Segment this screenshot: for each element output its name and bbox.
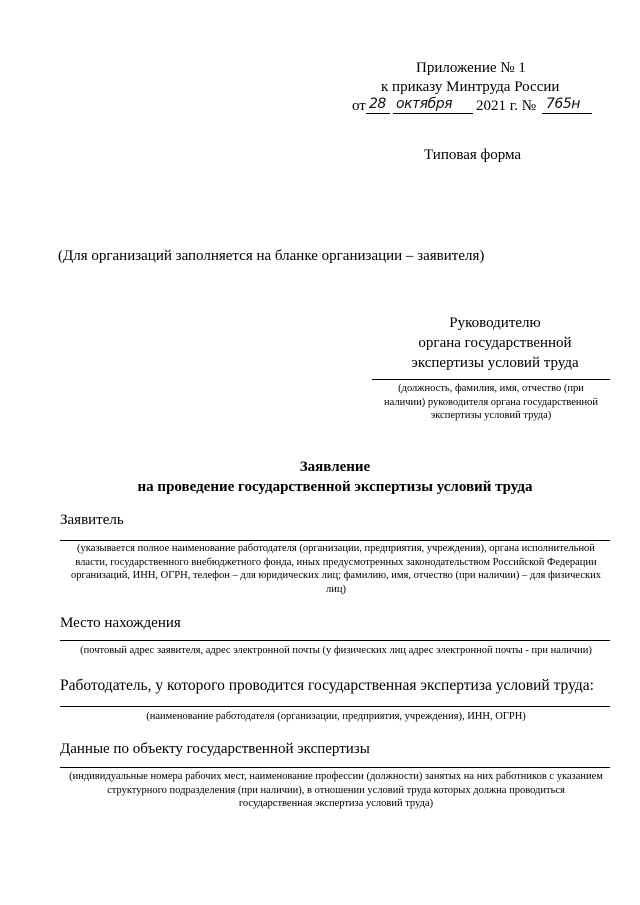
title-line-1: Заявление bbox=[299, 459, 371, 475]
date-month-underline bbox=[393, 113, 473, 114]
employer-caption: (наименование работодателя (организации, предприятия, учреждения), ИНН, ОГРН) bbox=[146, 711, 526, 722]
date-day-underline bbox=[366, 113, 390, 114]
recipient-caption-1: (должность, фамилия, имя, отчество (при bbox=[398, 383, 584, 394]
location-field-line[interactable] bbox=[60, 640, 610, 641]
applicant-caption bbox=[60, 542, 612, 596]
document-title bbox=[60, 457, 610, 497]
applicant-field-line[interactable] bbox=[60, 540, 610, 541]
date-year: 2021 г. № bbox=[476, 98, 537, 114]
location-label: Место нахождения bbox=[60, 615, 181, 631]
applicant-label: Заявитель bbox=[60, 512, 124, 528]
recipient-caption bbox=[368, 382, 614, 423]
recipient-line-3: экспертизы условий труда bbox=[411, 355, 579, 371]
recipient-underline bbox=[372, 379, 610, 380]
order-number: 765н bbox=[546, 96, 580, 112]
appendix-line: Приложение № 1 bbox=[416, 60, 526, 76]
date-prefix: от bbox=[352, 98, 366, 114]
recipient-caption-3: экспертизы условий труда) bbox=[430, 410, 552, 421]
blank-note: (Для организаций заполняется на бланке организации – заявителя) bbox=[58, 248, 485, 264]
order-number-underline bbox=[542, 113, 592, 114]
object-caption-3: государственная экспертиза условий труда) bbox=[238, 798, 434, 809]
object-caption bbox=[58, 770, 614, 811]
object-field-line[interactable] bbox=[60, 767, 610, 768]
form-type: Типовая форма bbox=[424, 147, 522, 163]
applicant-caption-2: власти, государственного внебюджетного фонда, иных предусмотренных законодательством Российской Федерации bbox=[75, 556, 597, 568]
applicant-caption-1: (указывается полное наименование работодателя (организации, предприятия, учреждения), органа исполнительной bbox=[77, 543, 595, 554]
employer-field-line[interactable] bbox=[60, 706, 610, 707]
applicant-caption-4: лиц) bbox=[326, 583, 346, 595]
date-month: октября bbox=[396, 96, 453, 112]
recipient-block bbox=[380, 313, 610, 373]
date-day: 28 bbox=[369, 96, 386, 112]
location-caption: (почтовый адрес заявителя, адрес электронной почты (у физических лиц адрес электронной почты - при наличии) bbox=[80, 645, 592, 656]
title-line-2: на проведение государственной экспертизы условий труда bbox=[137, 479, 533, 495]
recipient-line-2: органа государственной bbox=[418, 335, 572, 351]
recipient-line-1: Руководителю bbox=[449, 315, 541, 331]
object-label: Данные по объекту государственной экспертизы bbox=[60, 741, 370, 757]
order-line: к приказу Минтруда России bbox=[381, 79, 560, 95]
recipient-caption-2: наличии) руководителя органа государственной bbox=[384, 396, 598, 408]
employer-label: Работодатель, у которого проводится государственная экспертиза условий труда: bbox=[60, 677, 594, 694]
object-caption-1: (индивидуальные номера рабочих мест, наименование профессии (должности) занятых на них работников с указанием bbox=[69, 771, 603, 782]
applicant-caption-3: организаций, ИНН, ОГРН, телефон – для юридических лиц; фамилию, имя, отчество (при наличии) – для физических bbox=[71, 570, 601, 581]
object-caption-2: структурного подразделения (при наличии), в отношении условий труда которых должна проводиться bbox=[107, 784, 565, 796]
